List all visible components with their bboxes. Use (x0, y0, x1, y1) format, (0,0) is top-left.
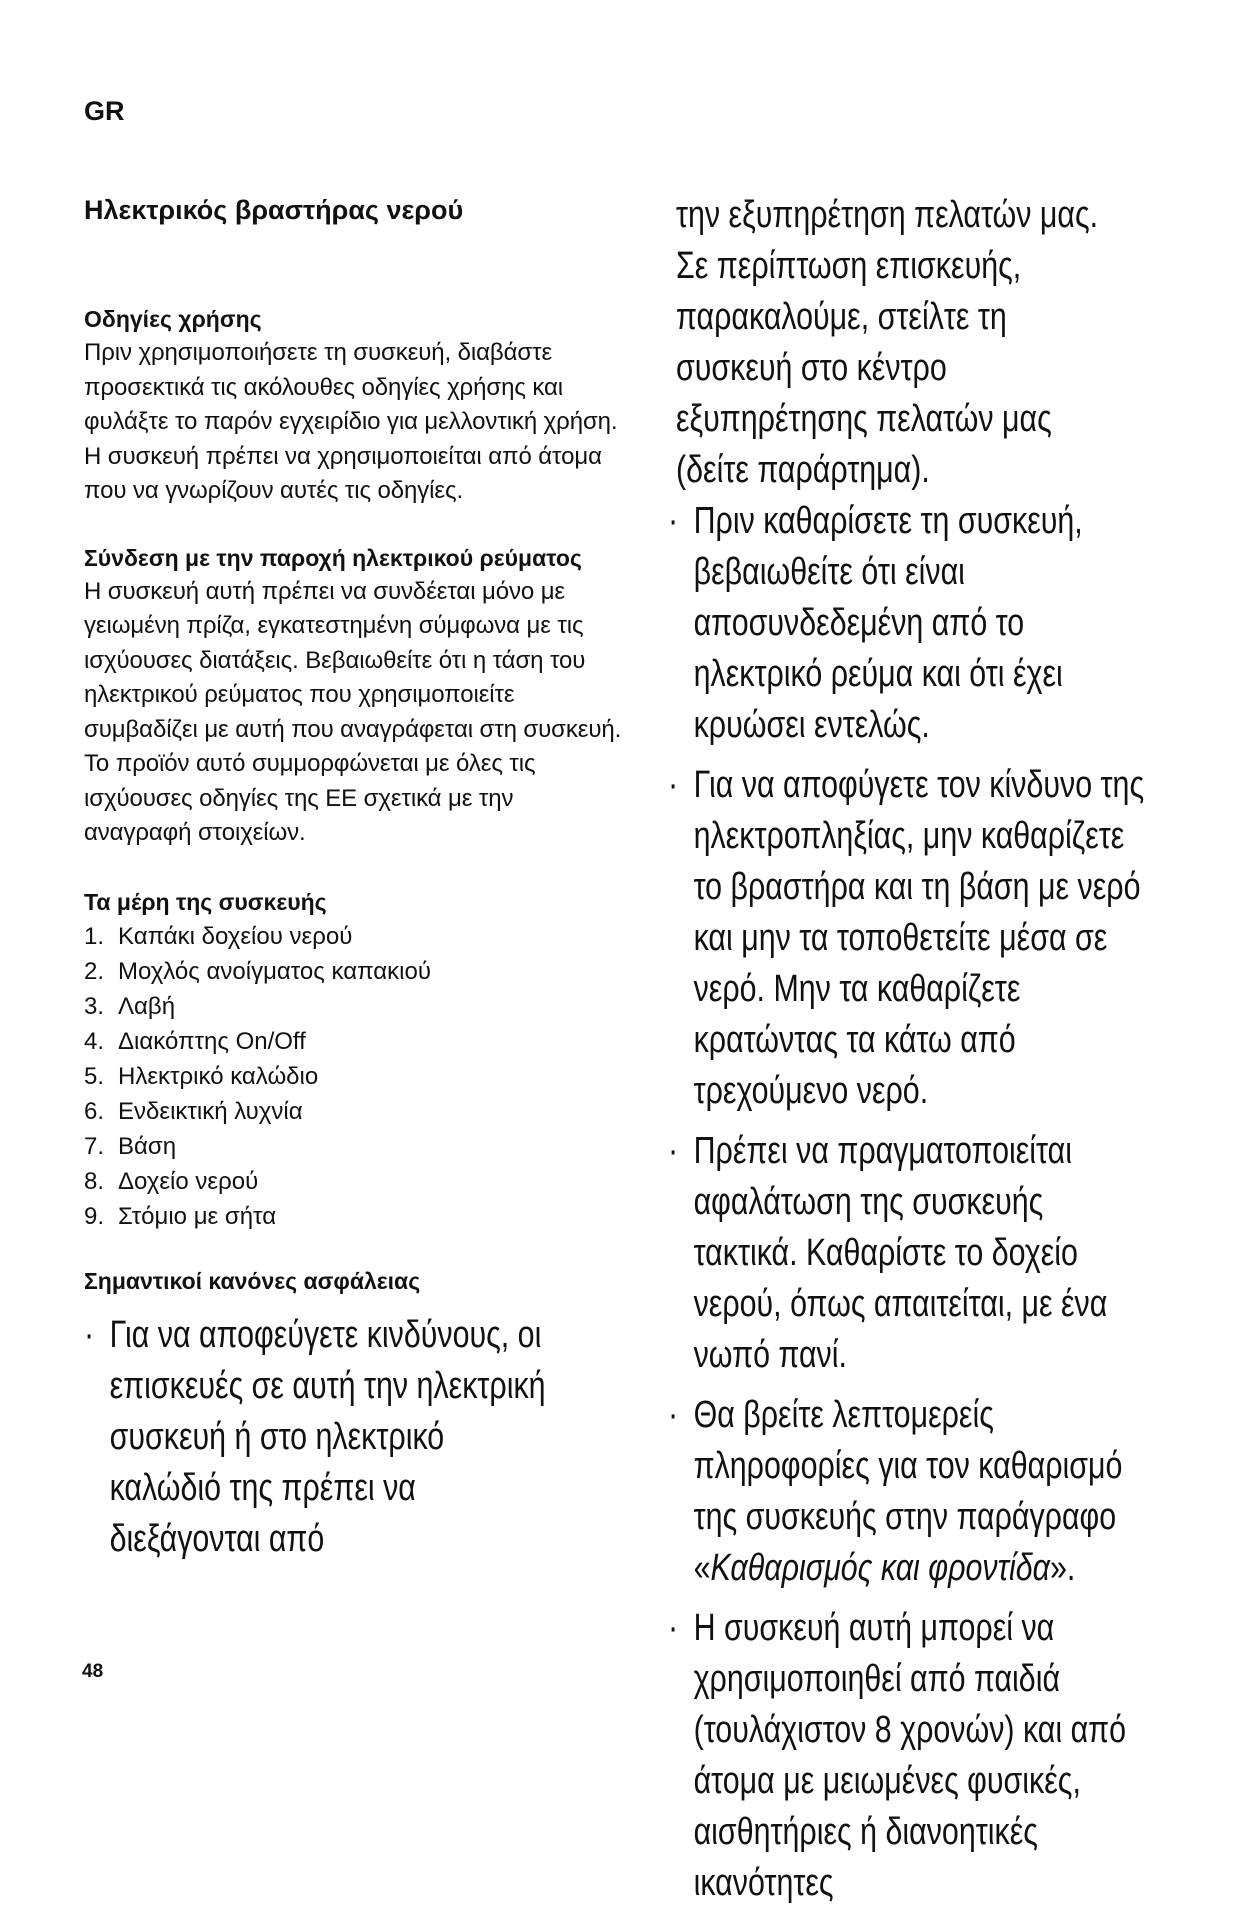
list-item: 2. Μοχλός ανοίγματος καπακιού (84, 957, 431, 985)
list-item: · Πρέπει να πραγματοποιείται αφαλάτωση της συσκευής τακτικά. Καθαρίστε το δοχείο νερού, όπως απαιτείται, με ένα νωπό πανί. (668, 1126, 1150, 1381)
bullet: · (668, 1394, 679, 1436)
usage-text: Πριν χρησιμοποιήσετε τη συσκευή, διαβάστε προσεκτικά τις ακόλουθες οδηγίες χρήσης και φυλάξτε το παρόν εγχειρίδιο για μελλοντική χρήση. Η συσκευή πρέπει να χρησιμοποιείται από άτομα που να γνωρίζουν αυτές τις οδηγίες. (84, 339, 618, 504)
safety-continuation: την εξυπηρέτηση πελατών μας. Σε περίπτωση επισκευής, παρακαλούμε, στείλτε τη συσκευή στο κέντρο εξυπηρέτησης πελατών μας (δείτε παράρτημα). (676, 194, 1099, 491)
usage-heading: Οδηγίες χρήσης (84, 306, 262, 332)
left-column (84, 192, 624, 1565)
document-title: Ηλεκτρικός βραστήρας νερού (84, 195, 464, 225)
right-column (668, 190, 1168, 1909)
bullet: · (668, 500, 679, 542)
page-number: 48 (82, 1661, 104, 1682)
list-item: 7. Βάση (84, 1132, 177, 1160)
list-item: 8. Δοχείο νερού (84, 1167, 259, 1195)
section-reference: Καθαρισμός και φροντίδα (710, 1547, 1050, 1589)
usage-section (84, 302, 624, 509)
bullet: · (668, 764, 679, 806)
list-item: 5. Ηλεκτρικό καλώδιο (84, 1062, 319, 1090)
bullet: · (668, 1607, 679, 1649)
power-text: Η συσκευή αυτή πρέπει να συνδέεται μόνο με γειωμένη πρίζα, εγκατεστημένη σύμφωνα με τις ισχύουσες διατάξεις. Βεβαιωθείτε ότι η τάση του ηλεκτρικού ρεύματος που χρησιμοποιείτε συμβαδίζει με αυτή που αναγράφεται στη συσκευή. Το προϊόν αυτό συμμορφώνεται με όλες τις ισχύουσες οδηγίες της ΕΕ σχετικά με την αναγραφή στοιχείων. (84, 577, 622, 846)
bullet: · (84, 1313, 95, 1356)
safety-heading: Σημαντικοί κανόνες ασφάλειας (84, 1267, 421, 1294)
safety-list-right (668, 496, 1168, 1909)
list-item: 1. Καπάκι δοχείου νερού (84, 922, 353, 950)
parts-list (84, 919, 624, 1234)
list-item: · Για να αποφύγετε τον κίνδυνο της ηλεκτροπληξίας, μην καθαρίζετε το βραστήρα και τη βάση με νερό και μην τα τοποθετείτε μέσα σε νερό. Μην τα καθαρίζετε κρατώντας τα κάτω από τρεχούμενο νερό. (668, 760, 1150, 1117)
list-item: 4. Διακόπτης On/Off (84, 1027, 306, 1055)
list-item: · Η συσκευή αυτή μπορεί να χρησιμοποιηθεί από παιδιά (τουλάχιστον 8 χρονών) και από άτομα με μειωμένες φυσικές, αισθητήριες ή διανοητικές ικανότητες (668, 1603, 1150, 1909)
list-item: · Πριν καθαρίσετε τη συσκευή, βεβαιωθείτε ότι είναι αποσυνδεδεμένη από το ηλεκτρικό ρεύμα και ότι έχει κρυώσει εντελώς. (668, 496, 1150, 751)
list-item: 9. Στόμιο με σήτα (84, 1202, 277, 1230)
parts-section (84, 885, 624, 1234)
list-item: 6. Ενδεικτική λυχνία (84, 1097, 303, 1125)
list-item: · Για να αποφεύγετε κινδύνους, οι επισκευές σε αυτή την ηλεκτρική συσκευή ή στο ηλεκτρικό καλώδιό της πρέπει να διεξάγονται από (84, 1310, 558, 1565)
safety-list-left (84, 1310, 624, 1565)
language-code: GR (84, 96, 125, 126)
parts-heading: Τα μέρη της συσκευής (84, 888, 327, 915)
power-heading: Σύνδεση με την παροχή ηλεκτρικού ρεύματος (84, 544, 582, 571)
list-item: 3. Λαβή (84, 992, 176, 1020)
power-section (84, 541, 624, 851)
bullet: · (668, 1130, 679, 1172)
list-item: · Θα βρείτε λεπτομερείς πληροφορίες για τον καθαρισμό της συσκευής στην παράγραφο «Καθαρισμός και φροντίδα». (668, 1390, 1150, 1594)
